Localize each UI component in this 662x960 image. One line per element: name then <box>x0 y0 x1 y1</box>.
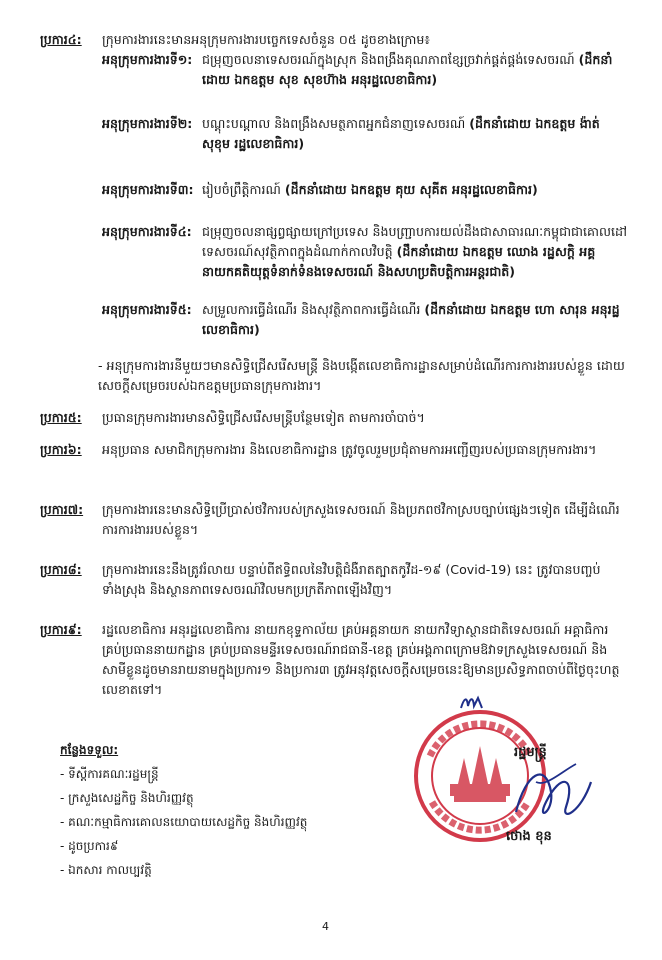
article-7 <box>40 500 630 540</box>
signatory-title: រដ្ឋមន្ត្រី <box>514 745 547 760</box>
subgroup-text: បណ្តុះបណ្តាល និងពង្រឹងសមត្ថភាពអ្នកជំនាញទេសចរណ៍ <box>202 116 466 131</box>
subgroup-text: សម្រួលការធ្វើដំណើរ និងសុវត្ថិភាពការធ្វើដំណើរ <box>202 302 421 317</box>
subgroup-lead: (ដឹកនាំដោយ ឯកឧត្តម ង៉ាត់ សុខុម រដ្ឋលេខាធិការ) <box>202 116 600 151</box>
article-text: អនុប្រធាន សមាជិកក្រុមការងារ និងលេខាធិការដ្ឋាន ត្រូវចូលរួមប្រជុំតាមការអញ្ជើញរបស់ប្រធានក្រុមការងារ។ <box>102 442 597 457</box>
article-text: រដ្ឋលេខាធិការ អនុរដ្ឋលេខាធិការ នាយកខុទ្ទកាល័យ គ្រប់អគ្គនាយក នាយកវិទ្យាស្ថានជាតិទេសចរណ៍ អគ្គាធិការ គ្រប់ប្រធាននាយកដ្ឋាន គ្រប់ប្រធានមន្ទីរទេសចរណ៍រាជធានី-ខេត្ត គ្រប់អង្គភាពក្រោមឱវាទក្រសួងទេសចរណ៍ និងសាមីខ្លួនដូចមានរាយនាមក្នុងប្រការ១ និងប្រការ៣ ត្រូវអនុវត្តសេចក្តីសម្រេចនេះឱ្យមានប្រសិទ្ធភាពចាប់ពីថ្ងៃចុះហត្ថលេខាតទៅ។ <box>102 622 620 697</box>
distribution-item: - គណៈកម្មាធិការគោលនយោបាយសេដ្ឋកិច្ច និងហិរញ្ញវត្ថុ <box>60 810 380 834</box>
distribution-item: - ឯកសារ កាលប្បវត្តិ <box>60 858 380 882</box>
subgroup-label: អនុក្រុមការងារទី៤: <box>102 224 192 239</box>
subgroup-lead: (ដឹកនាំដោយ ឯកឧត្តម ហោ សារុន អនុរដ្ឋលេខាធិការ) <box>202 302 620 337</box>
signatory-name: ថោង ខុន <box>506 829 552 844</box>
article-text: ក្រុមការងារនេះនឹងត្រូវរំលាយ បន្ទាប់ពីឥទ្ធិពលនៃវិបត្តិជំងឺរាតត្បាតកូវីដ-១៩ (Covid-19) នេះ ត្រូវបានបញ្ចប់ទាំងស្រុង និងស្ថានភាពទេសចរណ៍វិលមកប្រក្រតីភាពឡើងវិញ។ <box>102 562 601 597</box>
subgroup-text: ជម្រុញចលនាទេសចរណ៍ក្នុងស្រុក និងពង្រឹងគុណភាពខ្សែច្រវាក់ផ្គត់ផ្គង់ទេសចរណ៍ <box>202 52 575 67</box>
subgroup-1 <box>102 50 630 90</box>
subgroup-3 <box>102 180 630 200</box>
article-label: ប្រការ៧: <box>40 502 84 517</box>
article-text: ក្រុមការងារនេះមានអនុក្រុមការងារបច្ចេកទេសចំនួន ០៥ ដូចខាងក្រោម៖ <box>102 32 430 47</box>
subgroup-5 <box>102 300 630 340</box>
article-9 <box>40 620 630 700</box>
subgroup-text: រៀបចំព្រឹត្តិការណ៍ <box>202 182 281 197</box>
distribution-title: កន្លែងទទួល: <box>60 743 119 757</box>
distribution-list <box>60 738 380 882</box>
article-label: ប្រការ៩: <box>40 622 82 637</box>
subgroup-label: អនុក្រុមការងារទី៥: <box>102 302 192 317</box>
subgroup-label: អនុក្រុមការងារទី៣: <box>102 182 194 197</box>
distribution-item: - ក្រសួងសេដ្ឋកិច្ច និងហិរញ្ញវត្ថុ <box>60 786 380 810</box>
page-number: 4 <box>322 920 329 933</box>
subgroup-lead: (ដឹកនាំដោយ ឯកឧត្តម ឈោង រដ្ឋសក្តិ អគ្គនាយកគតិយុត្តទំនាក់ទំនងទេសចរណ៍ និងសហប្រតិបត្តិការអន្តរជាតិ) <box>202 244 596 279</box>
subgroup-label: អនុក្រុមការងារទី២: <box>102 116 193 131</box>
subgroup-note: - អនុក្រុមការងារនីមួយៗមានសិទ្ធិជ្រើសរើសមន្ត្រី និងបង្កើតលេខាធិការដ្ឋានសម្រាប់ដំណើរការការងាររបស់ខ្លួន ដោយសេចក្តីសម្រេចរបស់ឯកឧត្តមប្រធានក្រុមការងារ។ <box>98 358 625 393</box>
article-6 <box>40 440 630 460</box>
subgroup-lead: (ដឹកនាំដោយ ឯកឧត្តម គុយ សុគីត អនុរដ្ឋលេខាធិការ) <box>284 182 538 197</box>
subgroup-2 <box>102 114 630 154</box>
article-5 <box>40 408 630 428</box>
article-8 <box>40 560 630 600</box>
article-text: ក្រុមការងារនេះមានសិទ្ធិប្រើប្រាស់ថវិការបស់ក្រសួងទេសចរណ៍ និងប្រភពថវិកាស្របច្បាប់ផ្សេងៗទៀត ដើម្បីដំណើរការការងាររបស់ខ្លួន។ <box>102 502 620 537</box>
subgroup-text: ជម្រុញចលនាផ្សព្វផ្សាយក្រៅប្រទេស និងបញ្ជ្រាបការយល់ដឹងជាសាធារណៈកម្ពុជាជាគោលដៅទេសចរណ៍សុវត្ថិភាពក្នុងដំណាក់កាលវិបត្តិ <box>202 224 628 259</box>
article-label: ប្រការ៥: <box>40 410 82 425</box>
subgroup-label: អនុក្រុមការងារទី១: <box>102 52 193 67</box>
handwritten-signature <box>506 752 596 832</box>
distribution-item: - ទីស្តីការគណៈរដ្ឋមន្ត្រី <box>60 762 380 786</box>
distribution-item: - ដូចប្រការ៩ <box>60 834 380 858</box>
article-label: ប្រការ៨: <box>40 562 82 577</box>
article-text: ប្រធានក្រុមការងារមានសិទ្ធិជ្រើសរើសមន្ត្រីបន្ថែមទៀត តាមការចាំបាច់។ <box>102 410 425 425</box>
subgroup-4 <box>102 222 630 282</box>
article-4 <box>40 30 630 50</box>
article-label: ប្រការ៤: <box>40 32 82 47</box>
article-label: ប្រការ៦: <box>40 442 82 457</box>
subgroup-lead: (ដឹកនាំដោយ ឯកឧត្តម សុខ សុខហ៊ាង អនុរដ្ឋលេខាធិការ) <box>202 52 613 87</box>
